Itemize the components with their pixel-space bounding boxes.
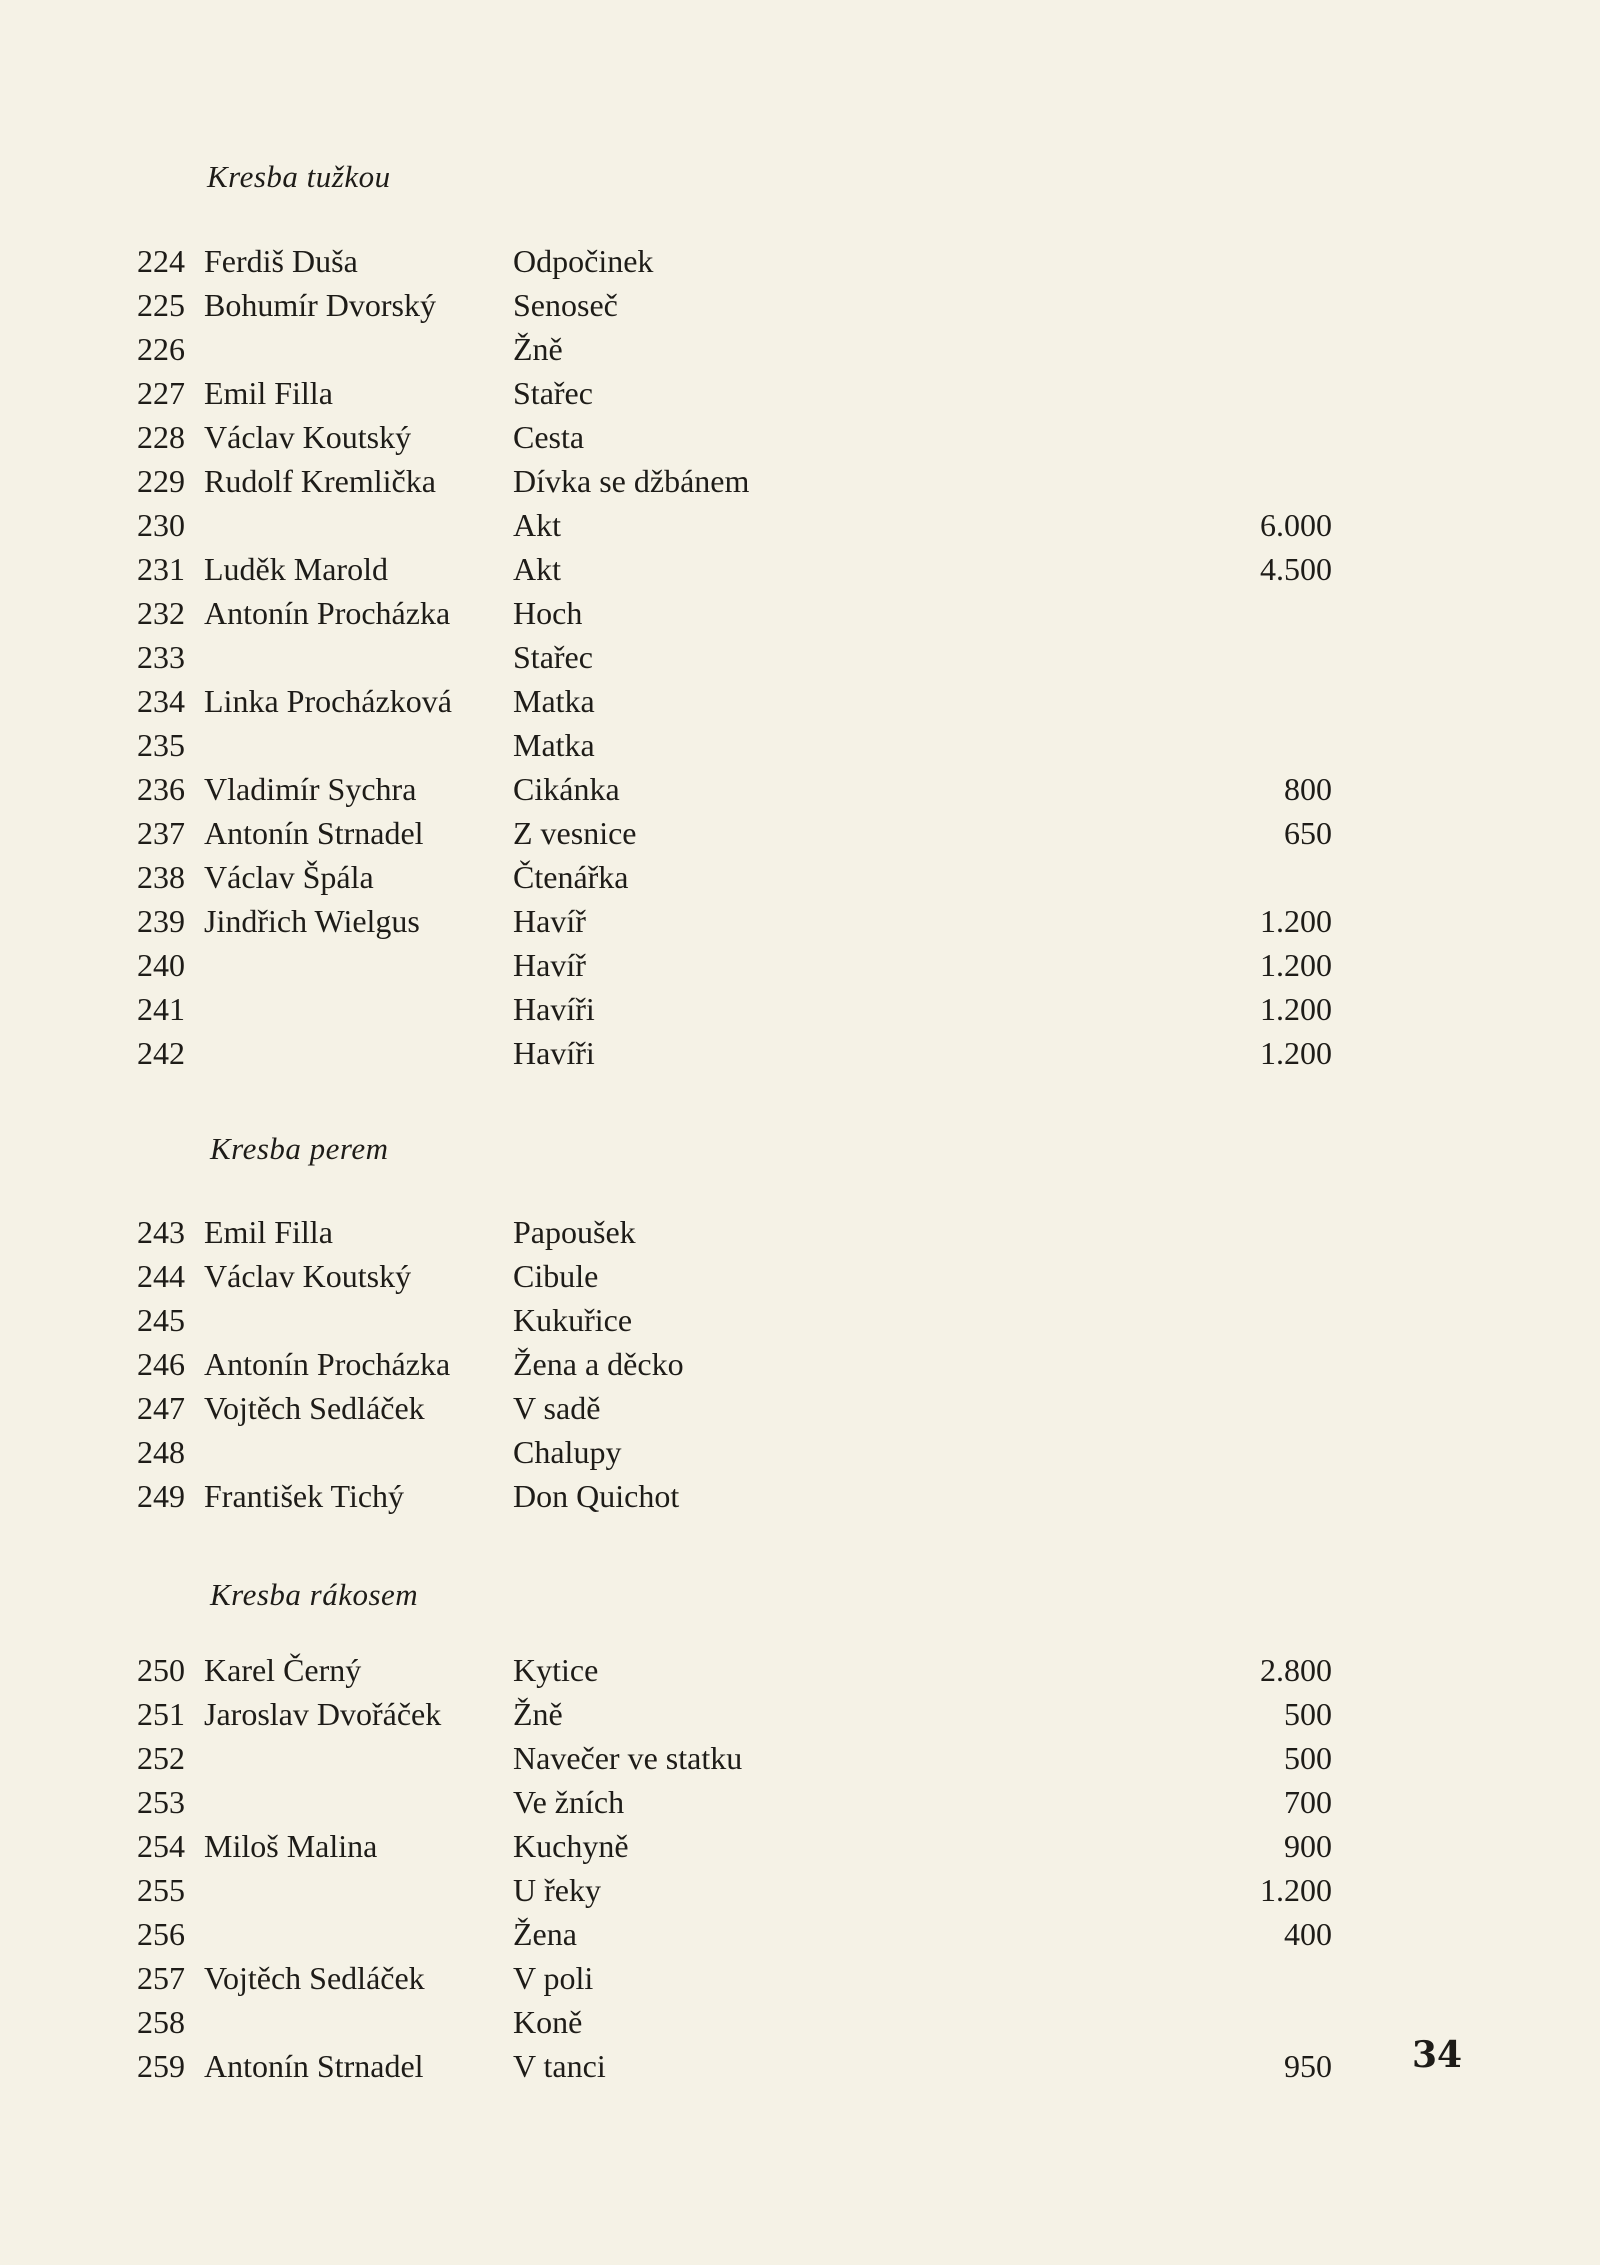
catalog-number: 234	[137, 683, 185, 719]
artist-name: Bohumír Dvorský	[204, 287, 436, 323]
artwork-title: Don Quichot	[513, 1478, 680, 1514]
catalog-number: 238	[137, 859, 185, 895]
artwork-title: Matka	[513, 683, 595, 719]
table-row	[0, 1692, 1600, 1736]
table-row	[0, 1736, 1600, 1780]
artist-name: Vladimír Sychra	[204, 771, 417, 807]
table-row	[0, 1430, 1600, 1474]
artist-name: Ferdiš Duša	[204, 243, 358, 279]
section-heading: Kresba perem	[210, 1131, 389, 1166]
catalog-number: 230	[137, 507, 185, 543]
artwork-title: Kukuřice	[513, 1302, 633, 1338]
catalog-number: 232	[137, 595, 185, 631]
artwork-title: Navečer ve statku	[513, 1740, 743, 1776]
price: 500	[1284, 1740, 1332, 1776]
artwork-title: Havíř	[513, 947, 586, 983]
catalog-number: 249	[137, 1478, 185, 1514]
artist-name: Rudolf Kremlička	[204, 463, 436, 499]
table-row	[0, 1956, 1600, 2000]
page-number: 34	[1412, 2034, 1463, 2076]
section-heading: Kresba rákosem	[210, 1577, 419, 1612]
table-row	[0, 283, 1600, 327]
artwork-title: V sadě	[513, 1390, 601, 1426]
artwork-title: Kytice	[513, 1652, 599, 1688]
catalog-number: 255	[137, 1872, 185, 1908]
catalog-number: 235	[137, 727, 185, 763]
table-row	[0, 855, 1600, 899]
table-row	[0, 1210, 1600, 1254]
price: 400	[1284, 1916, 1332, 1952]
artwork-title: Hoch	[513, 595, 583, 631]
catalog-number: 227	[137, 375, 185, 411]
table-row	[0, 1031, 1600, 1075]
price: 1.200	[1260, 947, 1332, 983]
catalog-number: 250	[137, 1652, 185, 1688]
artwork-title: Koně	[513, 2004, 583, 2040]
table-row	[0, 943, 1600, 987]
table-row	[0, 459, 1600, 503]
artwork-title: Chalupy	[513, 1434, 622, 1470]
table-row	[0, 2000, 1600, 2044]
artwork-title: Havíři	[513, 991, 595, 1027]
catalog-number: 243	[137, 1214, 185, 1250]
catalog-number: 256	[137, 1916, 185, 1952]
table-row	[0, 1648, 1600, 1692]
artwork-title: Havíř	[513, 903, 586, 939]
catalog-number: 253	[137, 1784, 185, 1820]
table-row	[0, 811, 1600, 855]
artwork-title: Kuchyně	[513, 1828, 629, 1864]
artist-name: Jindřich Wielgus	[204, 903, 420, 939]
catalog-number: 248	[137, 1434, 185, 1470]
artist-name: Karel Černý	[204, 1652, 362, 1688]
table-row	[0, 371, 1600, 415]
artist-name: Linka Procházková	[204, 683, 452, 719]
artwork-title: Žena	[513, 1916, 577, 1952]
price: 800	[1284, 771, 1332, 807]
price: 4.500	[1260, 551, 1332, 587]
artist-name: Emil Filla	[204, 1214, 333, 1250]
catalog-number: 247	[137, 1390, 185, 1426]
artwork-title: V tanci	[513, 2048, 606, 2084]
table-row	[0, 1298, 1600, 1342]
table-row	[0, 987, 1600, 1031]
catalog-number: 226	[137, 331, 185, 367]
catalog-number: 259	[137, 2048, 185, 2084]
catalog-number: 245	[137, 1302, 185, 1338]
price: 900	[1284, 1828, 1332, 1864]
price: 700	[1284, 1784, 1332, 1820]
artwork-title: Cesta	[513, 419, 585, 455]
artist-name: Václav Špála	[204, 859, 374, 895]
artist-name: Luděk Marold	[204, 551, 388, 587]
artwork-title: V poli	[513, 1960, 594, 1996]
price: 650	[1284, 815, 1332, 851]
artist-name: Jaroslav Dvořáček	[204, 1696, 442, 1732]
price: 950	[1284, 2048, 1332, 2084]
artwork-title: Matka	[513, 727, 595, 763]
table-row	[0, 1474, 1600, 1518]
artwork-title: Ve žních	[513, 1784, 625, 1820]
catalog-number: 241	[137, 991, 185, 1027]
artist-name: Antonín Procházka	[204, 1346, 451, 1382]
artwork-title: Žena a děcko	[513, 1346, 684, 1382]
catalog-number: 236	[137, 771, 185, 807]
table-row	[0, 899, 1600, 943]
price: 1.200	[1260, 1035, 1332, 1071]
artwork-title: Z vesnice	[513, 815, 637, 851]
artist-name: Vojtěch Sedláček	[204, 1390, 425, 1426]
table-row	[0, 635, 1600, 679]
artist-name: Václav Koutský	[204, 419, 412, 455]
catalog-number: 252	[137, 1740, 185, 1776]
artwork-title: Havíři	[513, 1035, 595, 1071]
catalog-number: 237	[137, 815, 185, 851]
table-row	[0, 547, 1600, 591]
artist-name: Antonín Procházka	[204, 595, 451, 631]
catalog-number: 239	[137, 903, 185, 939]
table-row	[0, 503, 1600, 547]
artist-name: Vojtěch Sedláček	[204, 1960, 425, 1996]
artwork-title: Cikánka	[513, 771, 620, 807]
artwork-title: Žně	[513, 1696, 563, 1732]
artwork-title: Akt	[513, 507, 561, 543]
artwork-title: Odpočinek	[513, 243, 654, 279]
table-row	[0, 1824, 1600, 1868]
section-heading: Kresba tužkou	[207, 159, 391, 194]
price: 6.000	[1260, 507, 1332, 543]
catalog-number: 233	[137, 639, 185, 675]
table-row	[0, 1912, 1600, 1956]
artwork-title: Papoušek	[513, 1214, 636, 1250]
table-row	[0, 327, 1600, 371]
artwork-title: Akt	[513, 551, 561, 587]
catalog-number: 229	[137, 463, 185, 499]
table-row	[0, 679, 1600, 723]
catalog-number: 225	[137, 287, 185, 323]
artwork-title: Čtenářka	[513, 859, 629, 895]
catalog-number: 258	[137, 2004, 185, 2040]
catalog-number: 254	[137, 1828, 185, 1864]
artwork-title: Stařec	[513, 375, 593, 411]
table-row	[0, 415, 1600, 459]
table-row	[0, 1254, 1600, 1298]
catalog-number: 240	[137, 947, 185, 983]
artwork-title: Stařec	[513, 639, 593, 675]
catalog-number: 257	[137, 1960, 185, 1996]
artist-name: Miloš Malina	[204, 1828, 378, 1864]
catalog-number: 224	[137, 243, 185, 279]
artwork-title: Dívka se džbánem	[513, 463, 750, 499]
price: 1.200	[1260, 903, 1332, 939]
table-row	[0, 591, 1600, 635]
artist-name: František Tichý	[204, 1478, 405, 1514]
price: 1.200	[1260, 1872, 1332, 1908]
artist-name: Antonín Strnadel	[204, 815, 424, 851]
catalog-number: 231	[137, 551, 185, 587]
artwork-title: U řeky	[513, 1872, 601, 1908]
table-row	[0, 2044, 1600, 2088]
price: 500	[1284, 1696, 1332, 1732]
catalog-number: 244	[137, 1258, 185, 1294]
table-row	[0, 723, 1600, 767]
table-row	[0, 1342, 1600, 1386]
artist-name: Antonín Strnadel	[204, 2048, 424, 2084]
artist-name: Emil Filla	[204, 375, 333, 411]
artwork-title: Cibule	[513, 1258, 599, 1294]
artist-name: Václav Koutský	[204, 1258, 412, 1294]
catalog-number: 246	[137, 1346, 185, 1382]
table-row	[0, 1386, 1600, 1430]
price: 2.800	[1260, 1652, 1332, 1688]
catalog-number: 242	[137, 1035, 185, 1071]
table-row	[0, 1780, 1600, 1824]
catalog-number: 251	[137, 1696, 185, 1732]
price: 1.200	[1260, 991, 1332, 1027]
table-row	[0, 239, 1600, 283]
table-row	[0, 1868, 1600, 1912]
catalog-number: 228	[137, 419, 185, 455]
artwork-title: Senoseč	[513, 287, 618, 323]
table-row	[0, 767, 1600, 811]
artwork-title: Žně	[513, 331, 563, 367]
